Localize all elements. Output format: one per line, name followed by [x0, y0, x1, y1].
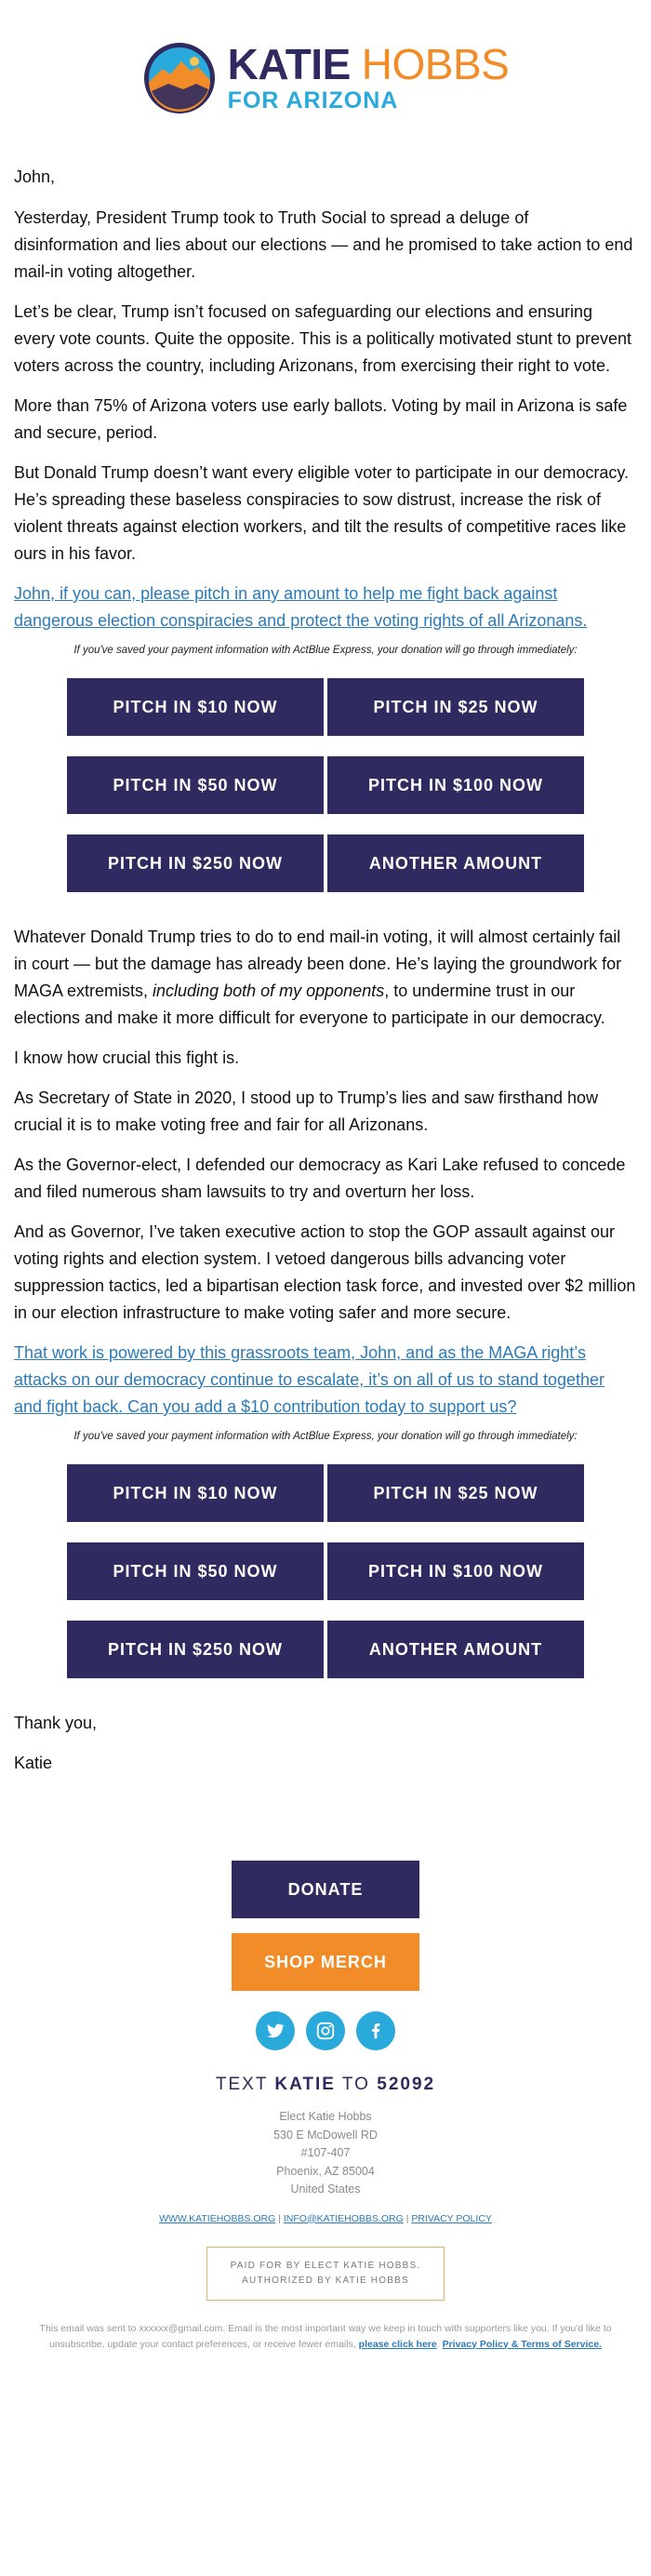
- text-line-part: TEXT: [215, 2075, 275, 2094]
- authorized-by-line: AUTHORIZED BY KATIE HOBBS: [242, 2275, 409, 2286]
- paragraph: And as Governor, I’ve taken executive action to stop the GOP assault against our voting rights and election system. I vetoed dangerous bills advancing voter suppression tactics, led a bipartisan election task force, and invested over $2 million in our election infrastructure to make voting safer and more secure.: [14, 1222, 636, 1322]
- link-separator: |: [403, 2212, 412, 2224]
- paragraph: As Secretary of State in 2020, I stood up to Trump’s lies and saw firsthand how crucial it is to make voting free and fair for all Arizonans.: [14, 1088, 599, 1134]
- another-amount-button[interactable]: ANOTHER AMOUNT: [327, 834, 584, 892]
- address-line: Phoenix, AZ 85004: [276, 2164, 375, 2178]
- greeting: John,: [14, 167, 56, 186]
- donation-button-grid-2: [14, 1464, 637, 1678]
- instagram-icon[interactable]: [306, 2011, 345, 2050]
- donation-button-grid: [14, 678, 637, 892]
- social-links: [0, 2011, 651, 2050]
- text-line-part: TO: [335, 2075, 378, 2094]
- email-body: [0, 164, 651, 1777]
- address-line: United States: [290, 2182, 361, 2196]
- address-line: 530 E McDowell RD: [273, 2128, 378, 2142]
- paragraph: [14, 924, 637, 1032]
- mailing-address: [0, 2108, 651, 2199]
- footer-links: [0, 2213, 651, 2224]
- website-link[interactable]: WWW.KATIEHOBBS.ORG: [159, 2212, 276, 2224]
- donate-ask-link[interactable]: John, if you can, please pitch in any amount to help me fight back against dangerous election conspiracies and protect the voting rights of all Arizonans.: [14, 584, 588, 630]
- paragraph: But Donald Trump doesn’t want every eligible voter to participate in our democracy. He’s spreading these baseless conspiracies to sow distrust, increase the risk of violent threats against election workers, and tilt the results of competitive races like ours in his favor.: [14, 463, 629, 563]
- facebook-icon[interactable]: [356, 2011, 395, 2050]
- actblue-express-note: If you've saved your payment information with ActBlue Express, your donation will go through immediately:: [73, 645, 578, 656]
- pitch-100-button[interactable]: PITCH IN $100 NOW: [327, 756, 584, 814]
- paragraph: Yesterday, President Trump took to Truth Social to spread a deluge of disinformation and lies about our elections — and he promised to take action to end mail-in voting altogether.: [14, 208, 633, 281]
- paid-for-disclaimer: [206, 2247, 445, 2301]
- signoff: Thank you,: [14, 1714, 98, 1732]
- logo-wordmark: [227, 40, 510, 113]
- signature: Katie: [14, 1754, 53, 1772]
- paragraph: I know how crucial this fight is.: [14, 1048, 240, 1067]
- disclaimer-text: This email was sent to xxxxxx@gmail.com. Email is the most important way we keep in touch with supporters like you. If you'd like to unsubscribe, update your contact preferences, or receive fewer emails,: [39, 2322, 612, 2350]
- shop-merch-button[interactable]: SHOP MERCH: [232, 1933, 419, 1991]
- unsubscribe-link[interactable]: please click here: [358, 2338, 437, 2350]
- unsubscribe-disclaimer: [0, 2321, 651, 2353]
- pitch-250-button[interactable]: PITCH IN $250 NOW: [67, 1621, 324, 1678]
- logo-first-name: KATIE: [227, 40, 351, 88]
- logo-last-name: HOBBS: [361, 40, 510, 88]
- email-link[interactable]: INFO@KATIEHOBBS.ORG: [283, 2212, 404, 2224]
- pitch-25-button[interactable]: PITCH IN $25 NOW: [327, 678, 584, 736]
- arizona-landscape-icon: [142, 41, 217, 115]
- address-line: #107-407: [300, 2146, 351, 2159]
- text-number: 52092: [377, 2075, 436, 2094]
- paid-for-line: PAID FOR BY ELECT KATIE HOBBS.: [230, 2260, 421, 2271]
- paragraph-text: Whatever Donald Trump tries to do to end mail-in voting, it will almost certainly fail in court — but the damage has already been done. He’s laying the groundwork for MAGA extremists,: [14, 928, 622, 1000]
- pitch-50-button[interactable]: PITCH IN $50 NOW: [67, 1542, 324, 1600]
- paragraph-emphasis: including both of my opponents: [153, 981, 385, 1000]
- pitch-25-button[interactable]: PITCH IN $25 NOW: [327, 1464, 584, 1522]
- pitch-250-button[interactable]: PITCH IN $250 NOW: [67, 834, 324, 892]
- twitter-icon[interactable]: [256, 2011, 295, 2050]
- privacy-policy-link[interactable]: PRIVACY POLICY: [411, 2212, 492, 2224]
- campaign-logo: [0, 0, 651, 115]
- pitch-10-button[interactable]: PITCH IN $10 NOW: [67, 1464, 324, 1522]
- paragraph: More than 75% of Arizona voters use early ballots. Voting by mail in Arizona is safe and secure, period.: [14, 396, 628, 442]
- text-keyword: KATIE: [274, 2075, 336, 2094]
- text-to-join: [0, 2075, 651, 2095]
- footer: [0, 1861, 651, 2353]
- donate-ask-link-2[interactable]: That work is powered by this grassroots team, John, and as the MAGA right’s attacks on our democracy continue to escalate, it’s on all of us to stand together and fight back. Can you add a $10 contribution today to support us?: [14, 1343, 605, 1416]
- disclaimer-separator: .: [436, 2338, 443, 2350]
- address-line: Elect Katie Hobbs: [279, 2110, 372, 2123]
- logo-tagline: FOR ARIZONA: [227, 87, 399, 113]
- paragraph: Let’s be clear, Trump isn’t focused on safeguarding our elections and ensuring every vote counts. Quite the opposite. This is a politically motivated stunt to prevent voters across the country, including Arizonans, from exercising their right to vote.: [14, 302, 632, 375]
- pitch-10-button[interactable]: PITCH IN $10 NOW: [67, 678, 324, 736]
- pitch-50-button[interactable]: PITCH IN $50 NOW: [67, 756, 324, 814]
- donate-button[interactable]: DONATE: [232, 1861, 419, 1918]
- terms-link[interactable]: Privacy Policy & Terms of Service.: [442, 2338, 602, 2350]
- actblue-express-note: If you've saved your payment information with ActBlue Express, your donation will go through immediately:: [73, 1431, 578, 1442]
- paragraph: As the Governor-elect, I defended our democracy as Kari Lake refused to concede and filed numerous sham lawsuits to try and overturn her loss.: [14, 1155, 626, 1201]
- another-amount-button[interactable]: ANOTHER AMOUNT: [327, 1621, 584, 1678]
- pitch-100-button[interactable]: PITCH IN $100 NOW: [327, 1542, 584, 1600]
- link-separator: |: [275, 2212, 284, 2224]
- paragraph-text: , to undermine trust in our elections and make it more difficult for everyone to participate in our democracy.: [14, 981, 605, 1027]
